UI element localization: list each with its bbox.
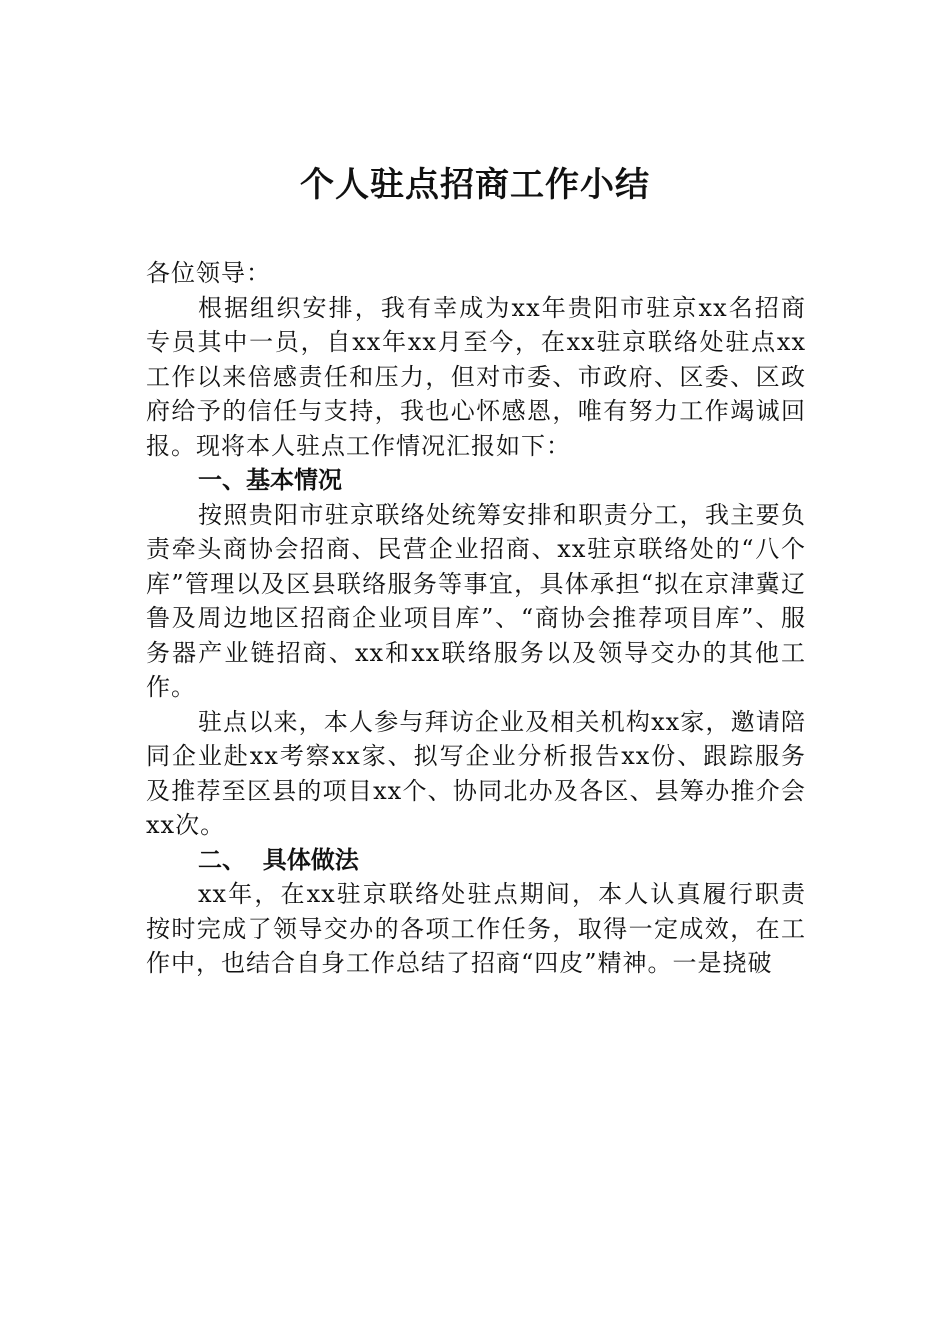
paragraph-achievements: 驻点以来，本人参与拜访企业及相关机构xx家，邀请陪同企业赴xx考察xx家、拟写企业分析报告xx份、跟踪服务及推荐至区县的项目xx个、协同北办及各区、县筹办推介会xx次。	[146, 707, 806, 839]
section-heading-basic-situation: 一、基本情况	[198, 466, 342, 494]
paragraph-methods: xx年，在xx驻京联络处驻点期间，本人认真履行职责按时完成了领导交办的各项工作任务，取得一定成效，在工作中，也结合自身工作总结了招商“四皮”精神。一是挠破	[146, 880, 806, 977]
section-heading-methods: 二、 具体做法	[198, 845, 359, 874]
paragraph-intro: 根据组织安排，我有幸成为xx年贵阳市驻京xx名招商专员其中一员，自xx年xx月至今，在xx驻京联络处驻点xx工作以来倍感责任和压力，但对市委、市政府、区委、区政府给予的信任与支持，我也心怀感恩，唯有努力工作竭诚回报。现将本人驻点工作情况汇报如下：	[146, 293, 806, 460]
salutation: 各位领导：	[146, 259, 271, 287]
document-body	[146, 256, 806, 981]
document-title: 个人驻点招商工作小结	[300, 165, 650, 205]
paragraph-duties: 按照贵阳市驻京联络处统筹安排和职责分工，我主要负责牵头商协会招商、民营企业招商、xx驻京联络处的“八个库”管理以及区县联络服务等事宜，具体承担“拟在京津冀辽鲁及周边地区招商企业项目库”、“商协会推荐项目库”、服务器产业链招商、xx和xx联络服务以及领导交办的其他工作。	[146, 500, 806, 701]
